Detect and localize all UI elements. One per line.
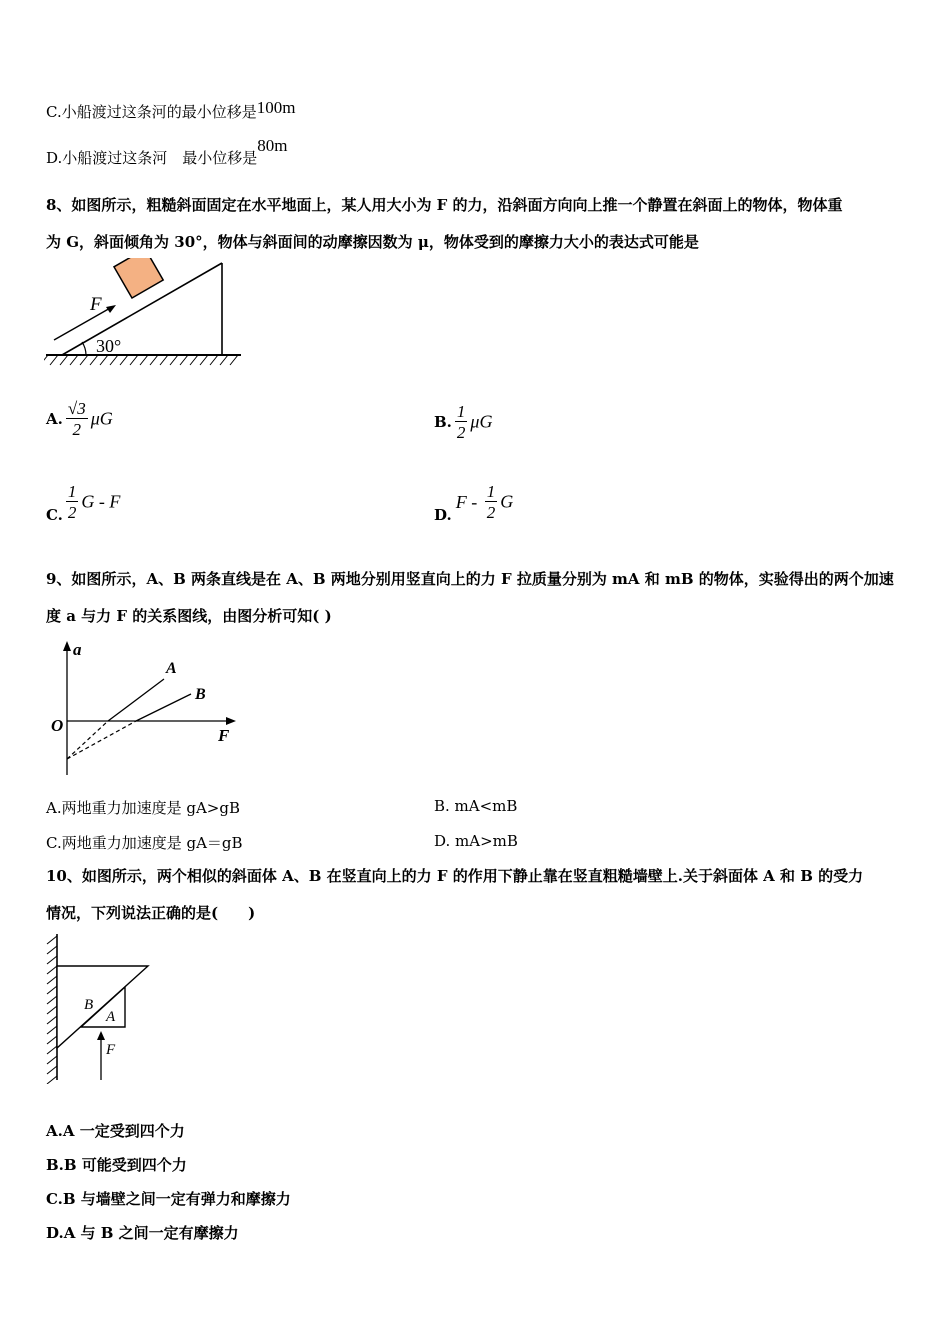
force-arrow-head <box>106 305 116 313</box>
fraction-numerator: 1 <box>67 482 77 501</box>
angle-arc <box>82 342 86 355</box>
q10-wedge-figure <box>44 932 156 1084</box>
origin-label: O <box>51 716 64 735</box>
block <box>114 258 163 298</box>
line-a <box>108 679 164 721</box>
q8-option-c <box>46 483 120 524</box>
fraction-denominator: 2 <box>456 423 466 442</box>
line-b-label: B <box>195 686 206 703</box>
q9-stem-line2: 度 a 与力 F 的关系图线，由图分析可知( ) <box>46 607 332 625</box>
q10-option-c: C.B 与墙壁之间一定有弹力和摩擦力 <box>46 1190 291 1208</box>
q9-option-c: C.两地重力加速度是 gA＝gB <box>46 834 243 852</box>
q8-incline-figure <box>44 258 244 370</box>
fraction-denominator: 2 <box>72 420 82 439</box>
q8-stem-line1: 8、如图所示，粗糙斜面固定在水平地面上，某人用大小为 F 的力，沿斜面方向向上推一个静置在斜面上的物体，物体重 <box>46 196 843 214</box>
q8-option-d-head: F - <box>455 491 482 512</box>
q10-option-d: D.A 与 B 之间一定有摩擦力 <box>46 1224 239 1242</box>
fraction-numerator: 1 <box>486 482 496 501</box>
fraction-numerator: 1 <box>456 402 466 421</box>
angle-label: 30° <box>96 336 122 356</box>
q8-option-a <box>46 400 113 438</box>
q8-option-d-label: D. <box>434 506 452 524</box>
q7-option-c-text: C.小船渡过这条河的最小位移是 <box>46 103 257 121</box>
line-b-dashed <box>67 721 136 759</box>
fraction-denominator: 2 <box>486 503 496 522</box>
q8-option-d <box>434 483 513 524</box>
q8-option-a-fraction <box>66 400 88 438</box>
q8-option-d-fraction <box>485 483 498 521</box>
y-axis-arrow <box>63 641 71 651</box>
line-b <box>136 694 191 721</box>
q8-option-b-label: B. <box>434 413 452 431</box>
force-label: F <box>90 294 102 315</box>
q9-option-b: B. mA<mB <box>434 797 518 815</box>
q8-option-b <box>434 403 492 441</box>
ground-hatching <box>44 355 238 365</box>
q8-stem-line2: 为 G，斜面倾角为 30°，物体与斜面间的动摩擦因数为 μ，物体受到的摩擦力大小的表达式可能是 <box>46 233 699 251</box>
x-axis-label: F <box>218 726 230 745</box>
q8-option-a-tail: μG <box>90 408 113 429</box>
wedge-b-label: B <box>84 997 94 1013</box>
q7-option-d-text: D.小船渡过这条河 最小位移是 <box>46 149 258 167</box>
q9-option-d: D. mA>mB <box>434 832 518 850</box>
q9-stem-line1: 9、如图所示，A、B 两条直线是在 A、B 两地分别用竖直向上的力 F 拉质量分别为 mA 和 mB 的物体，实验得出的两个加速 <box>46 570 894 588</box>
q8-option-c-tail: G - F <box>81 491 121 512</box>
q10-stem-line2: 情况，下列说法正确的是( ) <box>46 904 256 922</box>
q7-option-d-value: 80m <box>257 136 288 155</box>
line-a-dashed <box>67 721 108 759</box>
q9-graph-figure <box>46 637 246 779</box>
q7-option-c-value: 100m <box>256 98 296 117</box>
q8-option-c-fraction <box>66 483 79 521</box>
q10-option-b: B.B 可能受到四个力 <box>46 1156 187 1174</box>
fraction-numerator: √3 <box>67 399 86 418</box>
q10-option-a: A.A 一定受到四个力 <box>46 1122 185 1140</box>
line-a-label: A <box>166 660 177 677</box>
q7-option-c <box>46 98 296 122</box>
wedge-a-label: A <box>106 1009 116 1025</box>
q8-option-b-fraction <box>455 403 468 441</box>
fraction-denominator: 2 <box>67 503 77 522</box>
y-axis-label: a <box>73 640 82 659</box>
q8-option-c-label: C. <box>46 506 63 524</box>
q7-option-d <box>46 136 288 168</box>
x-axis-arrow <box>226 717 236 725</box>
wall-hatching <box>47 936 57 1084</box>
q8-option-a-label: A. <box>46 410 63 428</box>
q8-option-d-tail: G <box>500 491 514 512</box>
q10-stem-line1: 10、如图所示，两个相似的斜面体 A、B 在竖直向上的力 F 的作用下静止靠在竖直粗糙墙壁上.关于斜面体 A 和 B 的受力 <box>46 867 864 885</box>
q8-option-b-tail: μG <box>470 411 493 432</box>
force-f-label: F <box>106 1042 116 1058</box>
q9-option-a: A.两地重力加速度是 gA>gB <box>46 799 240 817</box>
force-f-arrow-head <box>97 1031 105 1040</box>
